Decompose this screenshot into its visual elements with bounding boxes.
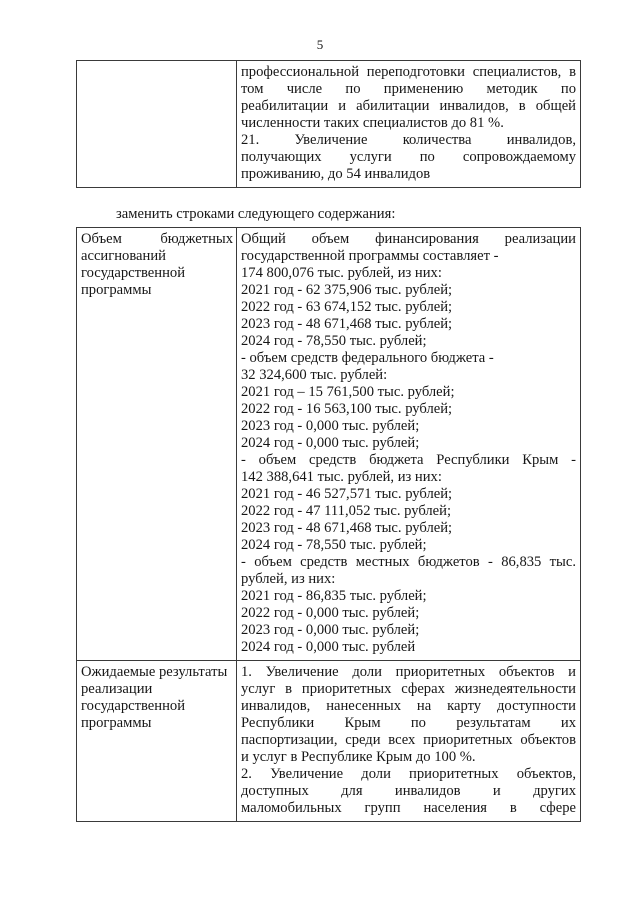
text-line: Объем бюджетных xyxy=(81,231,233,247)
text-line: - объем средств бюджета Республики Крым - xyxy=(241,452,576,468)
text-line: 2023 год - 0,000 тыс. рублей; xyxy=(241,622,420,638)
text-line: рублей, из них: xyxy=(241,571,336,587)
text-line: 2022 год - 16 563,100 тыс. рублей; xyxy=(241,401,453,417)
table-row-budget xyxy=(77,228,581,661)
text-line: - объем средств федерального бюджета - xyxy=(241,350,494,366)
text-line: реализации xyxy=(81,681,153,697)
text-line: 142 388,641 тыс. рублей, из них: xyxy=(241,469,442,485)
text-line: 2024 год - 0,000 тыс. рублей xyxy=(241,639,416,655)
text-line: 21. Увеличение количества инвалидов, xyxy=(241,132,576,148)
text-line: 2021 год - 46 527,571 тыс. рублей; xyxy=(241,486,453,502)
text-line: 2022 год - 47 111,052 тыс. рублей; xyxy=(241,503,452,519)
text-line: получающих услуги по сопровождаемому xyxy=(241,149,576,165)
text-line: маломобильных групп населения в сфере xyxy=(241,800,576,816)
text-line: 2023 год - 48 671,468 тыс. рублей; xyxy=(241,316,453,332)
table-row xyxy=(77,61,581,188)
text-line: профессиональной переподготовки специалистов, в xyxy=(241,64,576,80)
text-line: 1. Увеличение доли приоритетных объектов и xyxy=(241,664,576,680)
row-content-budget xyxy=(237,228,581,661)
page-number: 5 xyxy=(316,37,324,52)
text-line: Общий объем финансирования реализации xyxy=(241,231,576,247)
table-replacement-rows xyxy=(76,227,581,822)
text-line: государственной xyxy=(81,265,186,281)
text-line: 2021 год - 62 375,906 тыс. рублей; xyxy=(241,282,453,298)
text-line: и услуг в Республике Крым до 100 %. xyxy=(241,749,476,765)
text-line: 2023 год - 0,000 тыс. рублей; xyxy=(241,418,420,434)
intro-text: заменить строками следующего содержания: xyxy=(116,206,396,222)
text-line: численности таких специалистов до 81 %. xyxy=(241,115,504,131)
table-cell-empty xyxy=(77,61,237,188)
text-line: реабилитации и абилитации инвалидов, в общей xyxy=(241,98,576,114)
table-row-results xyxy=(77,661,581,822)
text-line: инвалидов, нанесенных на карту доступности xyxy=(241,698,576,714)
text-line: 32 324,600 тыс. рублей: xyxy=(241,367,388,383)
table-cell-results-continued xyxy=(237,61,581,188)
table-previous-rows xyxy=(76,60,581,188)
row-content-results xyxy=(237,661,581,822)
text-line: - объем средств местных бюджетов - 86,835 тыс. xyxy=(241,554,576,570)
text-line: доступных для инвалидов и других xyxy=(241,783,576,799)
text-line: 174 800,076 тыс. рублей, из них: xyxy=(241,265,442,281)
row-label-results xyxy=(77,661,237,822)
text-line: том числе по применению методик по xyxy=(241,81,576,97)
text-line: программы xyxy=(81,715,152,731)
text-line: 2024 год - 0,000 тыс. рублей; xyxy=(241,435,420,451)
text-line: проживанию, до 54 инвалидов xyxy=(241,166,431,182)
text-line: государственной программы составляет - xyxy=(241,248,499,264)
text-line: 2021 год - 86,835 тыс. рублей; xyxy=(241,588,427,604)
text-line: 2022 год - 0,000 тыс. рублей; xyxy=(241,605,420,621)
text-line: 2021 год – 15 761,500 тыс. рублей; xyxy=(241,384,455,400)
text-line: ассигнований xyxy=(81,248,166,264)
text-line: 2024 год - 78,550 тыс. рублей; xyxy=(241,333,427,349)
text-line: 2022 год - 63 674,152 тыс. рублей; xyxy=(241,299,453,315)
text-line: 2023 год - 48 671,468 тыс. рублей; xyxy=(241,520,453,536)
text-line: 2. Увеличение доли приоритетных объектов, xyxy=(241,766,576,782)
row-label-budget xyxy=(77,228,237,661)
text-line: паспортизации, среди всех приоритетных объектов xyxy=(241,732,576,748)
text-line: услуг в приоритетных сферах жизнедеятельности xyxy=(241,681,576,697)
text-line: Республики Крым по результатам их xyxy=(241,715,576,731)
text-line: Ожидаемые результаты xyxy=(81,664,228,680)
text-line: государственной xyxy=(81,698,186,714)
text-line: программы xyxy=(81,282,152,298)
text-line: 2024 год - 78,550 тыс. рублей; xyxy=(241,537,427,553)
